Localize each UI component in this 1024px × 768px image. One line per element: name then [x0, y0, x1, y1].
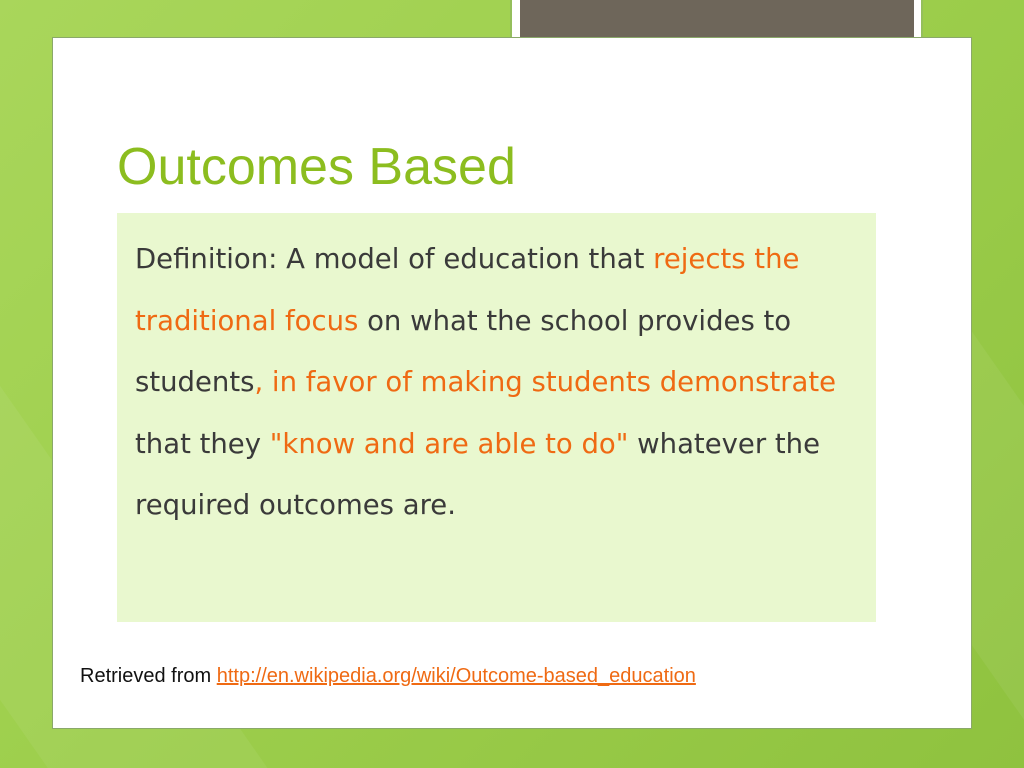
slide-title: Outcomes Based: [117, 138, 516, 196]
definition-box: [117, 213, 876, 622]
source-citation: [80, 663, 696, 689]
definition-part-1: Definition: A model of education that: [135, 243, 645, 275]
source-link[interactable]: http://en.wikipedia.org/wiki/Outcome-based_education: [216, 665, 696, 687]
highlight-know-and-able: "know and are able to do": [269, 427, 629, 460]
source-prefix: Retrieved from: [80, 665, 212, 687]
definition-part-4: whatever the required outcomes are.: [135, 427, 821, 521]
definition-text: [135, 229, 858, 537]
highlight-in-favor-of: , in favor of making students demonstrate: [254, 366, 837, 398]
definition-part-2: on what the school provides to students: [135, 304, 792, 398]
highlight-rejects-traditional-focus: rejects the traditional focus: [135, 243, 800, 337]
definition-part-3: that they: [135, 427, 261, 460]
